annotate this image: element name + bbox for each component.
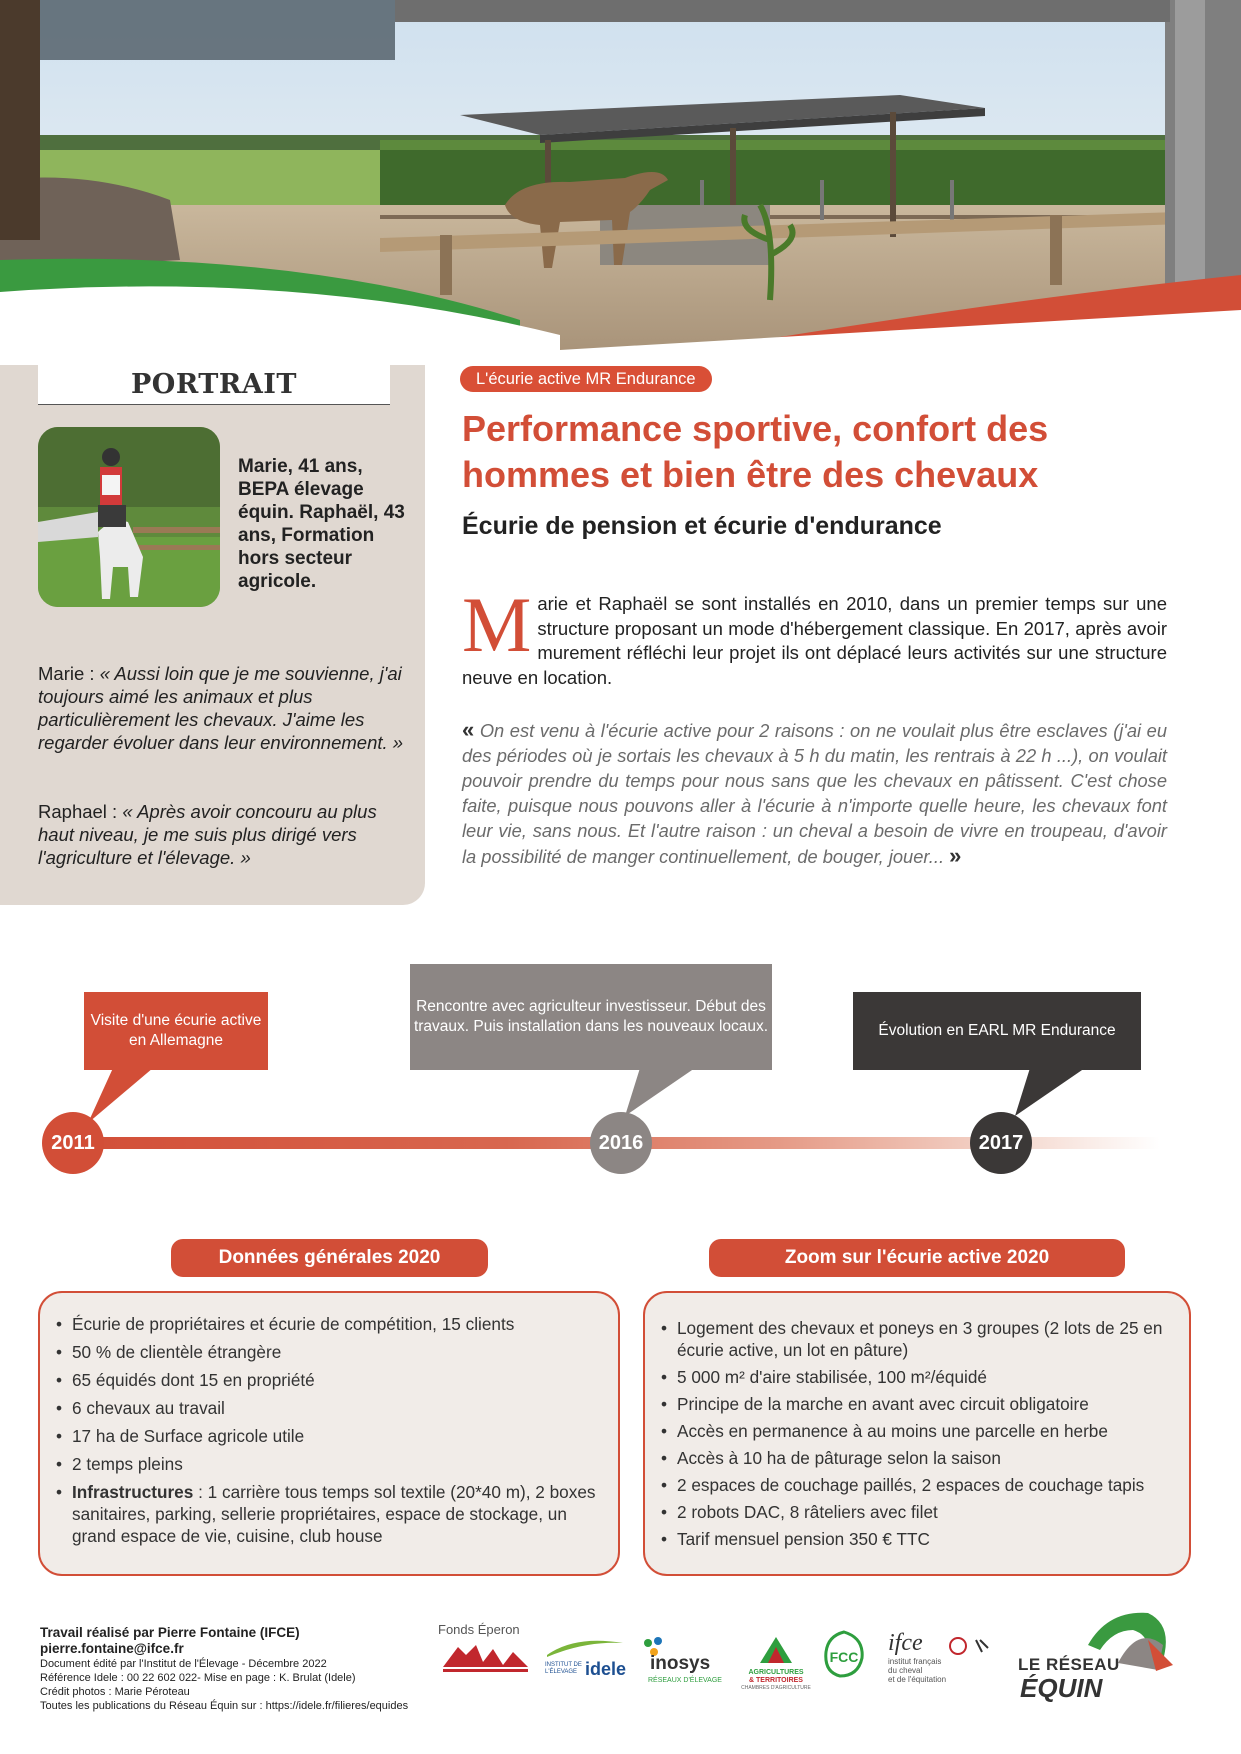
idele-small-text: INSTITUT DE L'ÉLEVAGE [545, 1662, 582, 1675]
ifce-logo [888, 1630, 1008, 1700]
timeline-bubble-2011: Visite d'une écurie active en Allemagne [84, 992, 268, 1070]
zoom-list [661, 1317, 1179, 1555]
footer-publisher: Document édité par l'Institut de l'Élevage - Décembre 2022 [40, 1658, 327, 1670]
quote-text: « Après avoir concouru au plus haut niveau, je me suis plus dirigé vers l'agriculture et l'élevage. » [38, 801, 377, 868]
timeline-year-2016: 2016 [590, 1112, 652, 1174]
bubble-tail-2011 [88, 1068, 158, 1128]
reseau-line2: ÉQUIN [1020, 1673, 1103, 1703]
portrait-photo [38, 427, 220, 607]
intro-text: arie et Raphaël se sont installés en 2010, dans un premier temps sur une structure proposant un mode d'hébergement classique. En 2017, après avoir murement réfléchi leur projet ils ont déplacé leurs activités sur une structure neuve en location. [462, 593, 1167, 688]
ifce-wordmark: ifce [888, 1630, 923, 1656]
portrait-bio: Marie, 41 ans, BEPA élevage équin. Raphaël, 43 ans, Formation hors secteur agricole. [238, 456, 405, 592]
reseau-line1: LE RÉSEAU [1018, 1655, 1120, 1674]
quote-marie [38, 662, 408, 754]
list-item: • Principe de la marche en avant avec circuit obligatoire [661, 1393, 1179, 1415]
timeline-year-2017: 2017 [970, 1112, 1032, 1174]
portrait-sidebar [0, 365, 425, 905]
fcc-logo [818, 1628, 870, 1690]
article-intro [462, 581, 1167, 690]
reseau-equin-logo [1018, 1605, 1178, 1705]
intro-dropcap: M [462, 581, 532, 668]
list-item: • Logement des chevaux et poneys en 3 groupes (2 lots de 25 en écurie active, un lot en pâture) [661, 1317, 1179, 1361]
general-data-box [38, 1291, 620, 1576]
list-item: • Accès à 10 ha de pâturage selon la saison [661, 1447, 1179, 1469]
general-data-list [56, 1313, 608, 1553]
footer-author: Travail réalisé par Pierre Fontaine (IFCE) [40, 1625, 300, 1640]
footer-photo-credit: Crédit photos : Marie Péroteau [40, 1686, 190, 1698]
idele-logo [545, 1635, 625, 1690]
article-kicker-badge: L'écurie active MR Endurance [460, 366, 712, 392]
eperon-label: Fonds Éperon [438, 1622, 520, 1637]
footer-credits [40, 1625, 470, 1713]
hero-photo [0, 0, 1241, 350]
list-item: • Tarif mensuel pension 350 € TTC [661, 1528, 1179, 1550]
agri-line3: CHAMBRES D'AGRICULTURE [741, 1685, 811, 1691]
list-item [56, 1481, 608, 1547]
list-item: • 2 espaces de couchage paillés, 2 espaces de couchage tapis [661, 1474, 1179, 1496]
ifce-line3: et de l'équitation [888, 1675, 947, 1684]
rider-photo-illustration [38, 427, 220, 607]
headline-line: hommes et bien être des chevaux [462, 454, 1039, 495]
timeline [0, 960, 1241, 1190]
portrait-title: PORTRAIT [38, 365, 390, 405]
fcc-emblem-icon [818, 1628, 870, 1680]
list-item: • 65 équidés dont 15 en propriété [56, 1369, 608, 1391]
list-item: • 5 000 m² d'aire stabilisée, 100 m²/équidé [661, 1366, 1179, 1388]
article-headline [462, 406, 1222, 498]
list-item: • Accès en permanence à au moins une parcelle en herbe [661, 1420, 1179, 1442]
inosys-wordmark: inosys [650, 1653, 711, 1674]
idele-wordmark: idele [585, 1659, 627, 1679]
article-quote [462, 717, 1167, 869]
footer-reference: Référence Idele : 00 22 602 022- Mise en page : K. Brulat (Idele) [40, 1672, 356, 1684]
footer-publications-link: Toutes les publications du Réseau Équin sur : https://idele.fr/filieres/equides [40, 1700, 409, 1712]
fcc-wordmark: FCC [829, 1649, 859, 1665]
eperon-icon [438, 1637, 538, 1677]
list-item: • 17 ha de Surface agricole utile [56, 1425, 608, 1447]
zoom-title: Zoom sur l'écurie active 2020 [709, 1239, 1125, 1277]
quote-close-mark: » [949, 843, 962, 868]
fonds-eperon-logo [438, 1622, 538, 1692]
quote-speaker: Raphael : [38, 801, 123, 822]
ifce-icons [948, 1636, 998, 1656]
idele-swoosh-icon [545, 1635, 625, 1660]
quote-open-mark: « [462, 717, 475, 742]
footer-email: pierre.fontaine@ifce.fr [40, 1641, 184, 1656]
list-item: • Écurie de propriétaires et écurie de compétition, 15 clients [56, 1313, 608, 1335]
hero-photo-illustration [0, 0, 1241, 350]
bubble-tail-2017 [1010, 1068, 1090, 1118]
inosys-small-text: RÉSEAUX D'ÉLEVAGE [648, 1677, 722, 1684]
headline-line: Performance sportive, confort des [462, 408, 1049, 449]
list-item: • 2 temps pleins [56, 1453, 608, 1475]
ifce-line2: du cheval [888, 1666, 923, 1675]
article-subheadline: Écurie de pension et écurie d'endurance [462, 512, 942, 540]
list-item: • 50 % de clientèle étrangère [56, 1341, 608, 1363]
article-quote-text: On est venu à l'écurie active pour 2 raisons : on ne voulait plus être esclaves (j'ai eu des périodes où je sortais les chevaux à 5 h du matin, les rentrais à 22 h ...), on voulait pouvoir prendre du temps pour nous sans que les chevaux en pâtissent. C'est chose faite, puisque nous pouvons aller à l'écurie à n'importe quelle heure, les chevaux font leur vie, sans nous. Et l'autre raison : un cheval a besoin de vivre en troupeau, d'avoir la possibilité de manger continuellement, de bouger, jouer... [462, 720, 1167, 867]
quote-raphael [38, 800, 408, 869]
agri-line2: & TERRITOIRES [749, 1677, 803, 1684]
list-item: • 2 robots DAC, 8 râteliers avec filet [661, 1501, 1179, 1523]
timeline-bubble-2016: Rencontre avec agriculteur investisseur. Début des travaux. Puis installation dans les nouveaux locaux. [410, 964, 772, 1070]
zoom-box [643, 1291, 1191, 1576]
agricultures-icon [740, 1635, 812, 1665]
infra-label: Infrastructures [72, 1482, 194, 1502]
agricultures-territoires-logo [740, 1635, 812, 1695]
agri-line1: AGRICULTURES [748, 1669, 804, 1676]
infra-text: : 1 carrière tous temps sol textile (20*40 m), 2 boxes sanitaires, parking, sellerie propriétaires, espace de stockage, un grand espace de vie, cuisine, club house [72, 1482, 596, 1546]
quote-text: « Aussi loin que je me souvienne, j'ai toujours aimé les animaux et plus particulièrement les chevaux. J'aime les regarder évoluer dans leur environnement. » [38, 663, 404, 753]
timeline-bubble-2017: Évolution en EARL MR Endurance [853, 992, 1141, 1070]
list-item: • 6 chevaux au travail [56, 1397, 608, 1419]
inosys-logo [640, 1635, 732, 1690]
bubble-tail-2016 [620, 1068, 700, 1118]
quote-speaker: Marie : [38, 663, 100, 684]
timeline-year-2011: 2011 [42, 1112, 104, 1174]
general-data-title: Données générales 2020 [171, 1239, 488, 1277]
ifce-line1: institut français [888, 1657, 942, 1666]
